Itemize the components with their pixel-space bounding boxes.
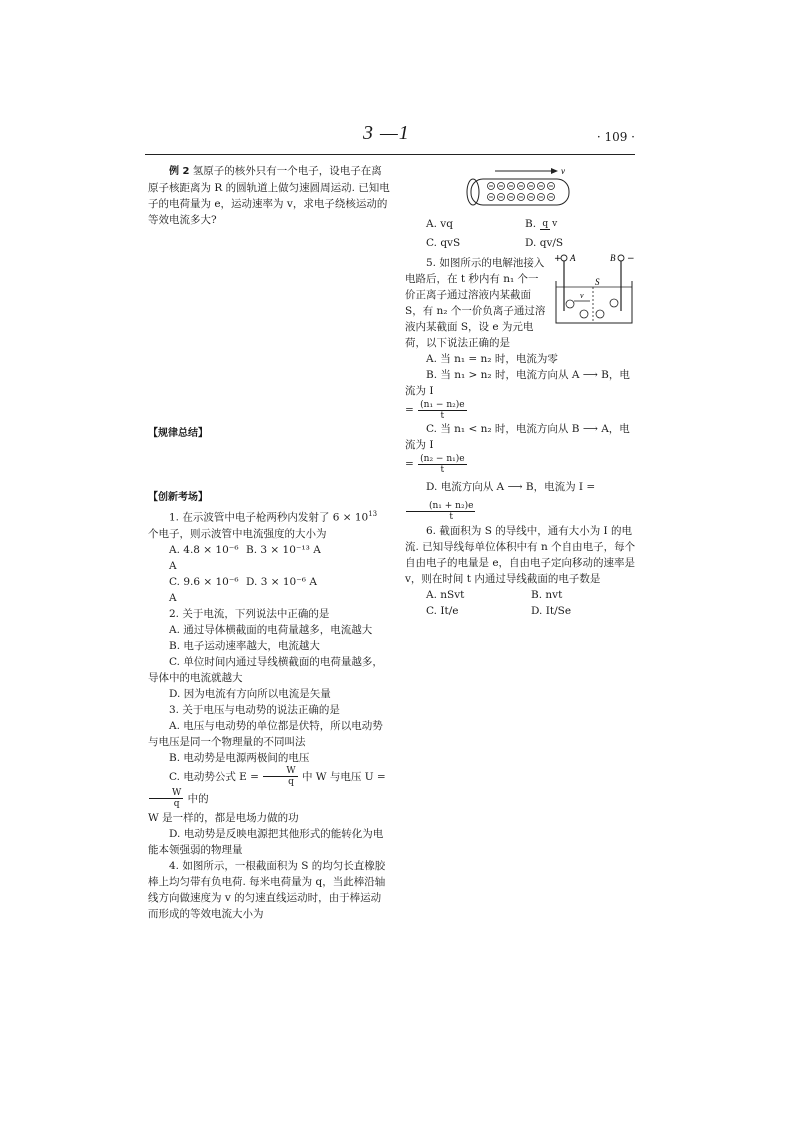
rod-arrow-head xyxy=(551,168,558,174)
question-2: 2. 关于电流，下列说法中正确的是 xyxy=(169,607,330,620)
rod-charge-signs xyxy=(489,186,553,197)
q3-option-b: B. 电动势是电源两极间的电压 xyxy=(169,751,310,764)
question-5-block xyxy=(405,255,640,351)
positive-ion-1 xyxy=(566,300,574,308)
cell-plus-sign: + xyxy=(554,254,562,264)
q5-d-den: t xyxy=(449,511,454,522)
rod-figure xyxy=(461,163,581,211)
q4-option-b-prefix: B. xyxy=(525,218,537,230)
q2-option-b: B. 电子运动速率越大，电流越大 xyxy=(169,639,320,652)
q1-text-a: 1. 在示波管中电子枪两秒内发射了 6 × 10 xyxy=(169,511,369,524)
rod-velocity-label: v xyxy=(561,166,565,176)
q6-option-d: D. It/Se xyxy=(531,605,572,617)
q6-option-c: C. It/e xyxy=(426,605,459,617)
question-4: 4. 如图所示，一根截面积为 S 的均匀长直橡胶棒上均匀带有负电荷. 每米电荷量为 q，当此棒沿轴线方向做速度为 v 的匀速直线运动时，由于棒运动而形成的等效电流大小为 xyxy=(148,859,386,920)
terminal-b-label: B xyxy=(610,253,616,263)
q5-c-eq: = xyxy=(405,458,414,470)
q6-option-a: A. nSvt xyxy=(426,589,465,601)
q4-options-row-2 xyxy=(405,235,640,251)
terminal-a xyxy=(561,255,567,261)
q5-b-num: (n₁ − n₂)e xyxy=(420,399,465,410)
q1-text-b: 个电子，则示波管中电流强度的大小为 xyxy=(148,527,327,540)
q4-b-den: v xyxy=(552,218,558,229)
q3-option-c xyxy=(148,766,390,810)
question-6: 6. 截面积为 S 的导线中，通有大小为 I 的电流. 已知导线每单位体积中有 n 个自由电子，每个自由电子的电量是 e，自由电子定向移动的速率是 v，则在时间 t 内通过导线截面的电子数是 xyxy=(405,525,636,585)
answer-space-2 xyxy=(148,442,390,490)
rule-summary-heading: 【规律总结】 xyxy=(148,428,208,439)
q5-b-fraction xyxy=(418,400,466,421)
q1-exponent: 13 xyxy=(368,510,378,518)
q3-c-part1: C. 电动势公式 E = xyxy=(169,770,259,783)
q2-option-a: A. 通过导体横截面的电荷量越多，电流越大 xyxy=(169,623,373,636)
negative-ion-1 xyxy=(610,299,618,307)
q3-c-frac2-den: q xyxy=(173,799,180,809)
q5-b-eq: = xyxy=(405,404,414,416)
q4-b-num: q xyxy=(542,218,549,229)
q3-option-d: D. 电动势是反映电源把其他形式的能转化为电能本领强弱的物理量 xyxy=(148,827,384,856)
example-2-label: 例 2 xyxy=(169,166,190,177)
q3-c-fraction-2 xyxy=(149,788,183,809)
q3-c-continuation: W 是一样的，都是电场力做的功 xyxy=(148,811,299,824)
question-5: 5. 如图所示的电解池接入电路后，在 t 秒内有 n₁ 个一价正离子通过溶液内某截面 S，有 n₂ 个一价负离子通过溶液内某截面 S，设 e 为元电荷，以下说法正确的是 xyxy=(405,257,546,349)
q5-option-a: A. 当 n₁ = n₂ 时，电流为零 xyxy=(426,353,558,365)
q4-option-c: C. qvS xyxy=(426,237,461,249)
page-number: · 109 · xyxy=(596,130,635,144)
q1-option-c: C. 9.6 × 10⁻⁶ A xyxy=(169,575,239,604)
q6-options-row-2 xyxy=(405,603,640,619)
left-column xyxy=(148,163,390,922)
q5-b-den: t xyxy=(440,410,445,421)
q1-option-d: D. 3 × 10⁻⁶ A xyxy=(246,575,317,588)
q5-option-b: B. 当 n₁ > n₂ 时，电流方向从 A ⟶ B，电流为 I xyxy=(405,369,630,397)
q5-c-den: t xyxy=(440,464,445,475)
q4-option-b xyxy=(525,213,560,235)
q5-option-c: C. 当 n₁ < n₂ 时，电流方向从 B ⟶ A，电流为 I xyxy=(405,423,630,451)
innovation-heading: 【创新考场】 xyxy=(148,492,208,503)
q6-option-b: B. nvt xyxy=(531,589,563,601)
q5-d-text: D. 电流方向从 A ⟶ B，电流为 I = xyxy=(426,481,596,493)
rod-end xyxy=(467,179,479,205)
q3-c-part3: 中的 xyxy=(187,792,209,805)
q5-option-c-formula xyxy=(405,453,640,475)
question-3: 3. 关于电压与电动势的说法正确的是 xyxy=(169,703,340,716)
right-column xyxy=(405,163,640,619)
q3-c-fraction-1 xyxy=(263,766,297,787)
positive-ion-2 xyxy=(596,310,604,318)
q3-option-a: A. 电压与电动势的单位都是伏特，所以电动势与电压是同一个物理量的不同叫法 xyxy=(148,719,383,748)
q1-option-b: B. 3 × 10⁻¹³ A xyxy=(246,543,321,556)
q2-option-c: C. 单位时间内通过导线横截面的电荷量越多，导体中的电流就越大 xyxy=(148,655,383,684)
example-2-text: 氢原子的核外只有一个电子，设电子在离原子核距离为 R 的圆轨道上做匀速圆周运动. 已知电子的电荷量为 e，运动速率为 v，求电子绕核运动的等效电流多大? xyxy=(148,165,390,226)
page-header xyxy=(145,120,635,160)
q5-d-fraction xyxy=(406,501,475,522)
q6-options-row-1 xyxy=(405,587,640,603)
q4-options-row-1 xyxy=(405,213,640,235)
question-1 xyxy=(148,506,390,542)
header-rule xyxy=(145,154,635,155)
q5-c-fraction xyxy=(418,454,466,475)
q5-option-b-formula xyxy=(405,399,640,421)
electrolytic-cell-figure xyxy=(550,251,640,329)
q4-option-a: A. vq xyxy=(426,218,453,230)
q3-c-frac1-num: W xyxy=(263,766,297,777)
q3-c-frac1-den: q xyxy=(288,777,294,787)
ion-velocity-label: v xyxy=(580,291,584,300)
q1-options-row-1 xyxy=(148,542,390,574)
q3-c-part2: 中 W 与电压 U = xyxy=(301,770,386,783)
rod-charges xyxy=(488,183,555,201)
q1-options-row-2 xyxy=(148,574,390,606)
q5-c-num: (n₂ − n₁)e xyxy=(420,453,465,464)
q5-d-num: (n₁ + n₂)e xyxy=(406,501,475,512)
terminal-a-label: A xyxy=(570,253,576,263)
example-2 xyxy=(148,163,390,228)
q5-option-d xyxy=(405,475,640,523)
q3-c-frac2-num: W xyxy=(149,788,183,799)
negative-ion-2 xyxy=(580,310,588,318)
q2-option-d: D. 因为电流有方向所以电流是矢量 xyxy=(169,687,331,700)
section-s-label: S xyxy=(595,277,600,287)
q1-option-a: A. 4.8 × 10⁻⁶ A xyxy=(169,543,239,572)
q4-option-b-fraction xyxy=(540,219,559,230)
cell-minus-sign: − xyxy=(627,254,635,264)
terminal-b xyxy=(618,255,624,261)
answer-space-1 xyxy=(148,228,390,426)
header-title: 3 —1 xyxy=(363,122,410,144)
q4-option-d: D. qv/S xyxy=(525,237,564,249)
